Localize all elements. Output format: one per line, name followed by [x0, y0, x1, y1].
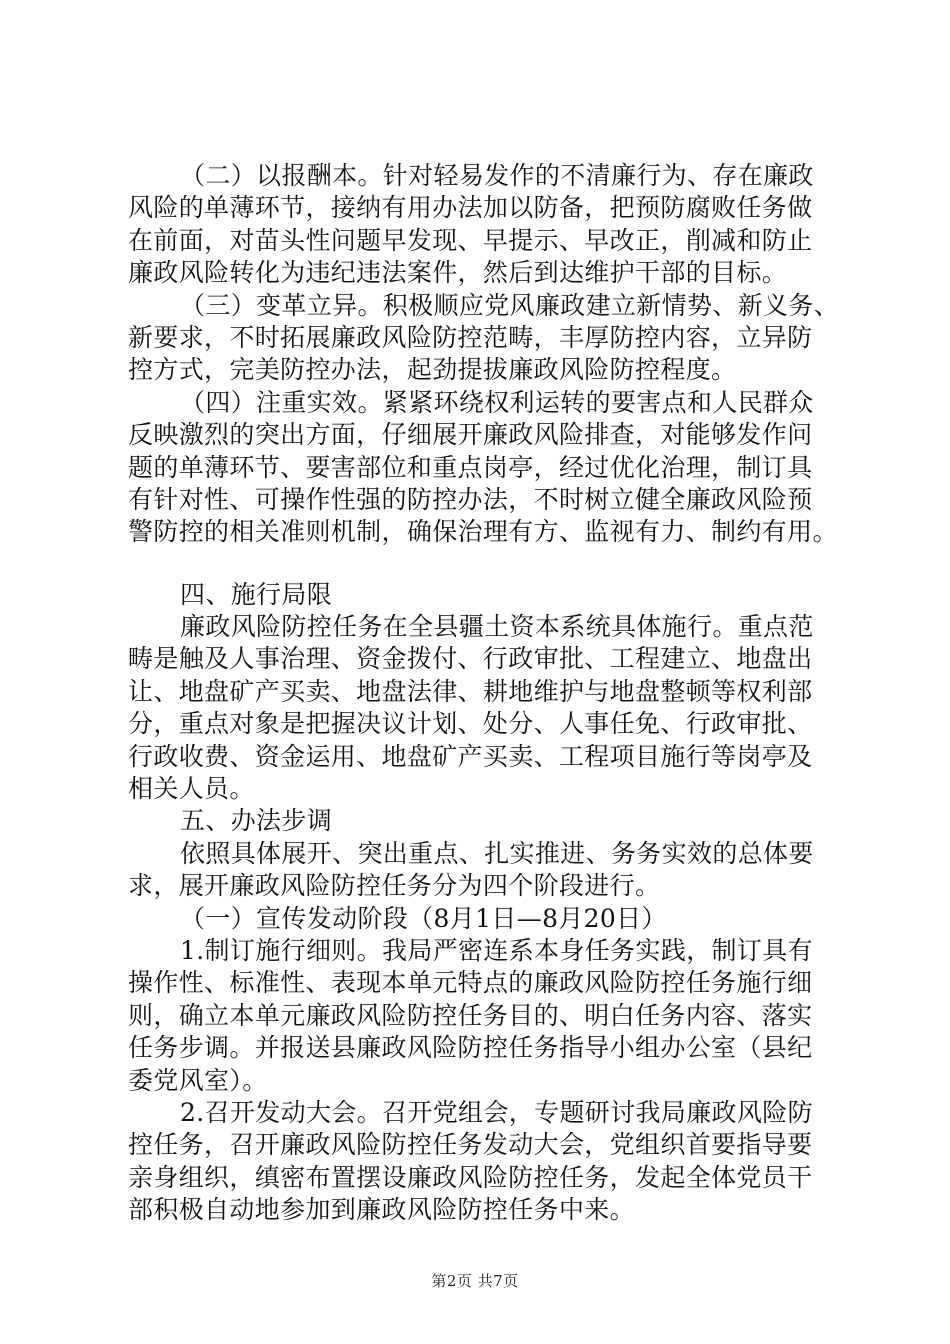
paragraph-principle-3	[128, 290, 850, 387]
text-line: 2.召开发动大会。召开党组会，专题研讨我局廉政风险防	[180, 1097, 813, 1127]
text-line: 控任务，召开廉政风险防控任务发动大会，党组织首要指导要	[128, 1130, 813, 1160]
text-line: 警防控的相关准则机制，确保治理有方、监视有力、制约有用。	[128, 517, 838, 547]
text-line: 题的单薄环节、要害部位和重点岗亭，经过优化治理，制订具	[128, 452, 813, 482]
text-line: （四）注重实效。紧紧环绕权利运转的要害点和人民群众	[180, 387, 814, 417]
section-heading-steps	[128, 805, 850, 837]
text-line: 有针对性、可操作性强的防控办法，不时树立健全廉政风险预	[128, 484, 813, 514]
subsection-heading-stage-1	[128, 903, 850, 935]
text-line: 求，展开廉政风险防控任务分为四个阶段进行。	[128, 871, 661, 901]
paragraph-scope	[128, 611, 850, 805]
text-line: 则，确立本单元廉政风险防控任务目的、明白任务内容、落实	[128, 1000, 813, 1030]
text-line: （二）以报酬本。针对轻易发作的不清廉行为、存在廉政	[180, 161, 814, 190]
paragraph-gap	[128, 549, 850, 579]
paragraph-principle-4	[128, 387, 850, 549]
text-line: 任务步调。并报送县廉政风险防控任务指导小组办公室（县纪	[128, 1033, 813, 1063]
text-line: 委党风室）。	[128, 1065, 268, 1095]
text-line: 风险的单薄环节，接纳有用办法加以防备，把预防腐败任务做	[128, 193, 813, 223]
text-line: 部积极自动地参加到廉政风险防控任务中来。	[128, 1195, 636, 1225]
text-line: 行政收费、资金运用、地盘矿产买卖、工程项目施行等岗亭及	[128, 741, 813, 771]
text-line: 控方式，完美防控办法，起劲提拔廉政风险防控程度。	[128, 355, 737, 385]
section-heading-scope	[128, 579, 850, 611]
text-line: 畴是触及人事治理、资金拨付、行政审批、工程建立、地盘出	[128, 644, 813, 674]
text-line: 新要求，不时拓展廉政风险防控范畴，丰厚防控内容，立异防	[128, 322, 813, 352]
subsection-heading: （一）宣传发动阶段（8月1日—8月20日）	[180, 903, 667, 933]
text-line: 廉政风险转化为违纪违法案件，然后到达维护干部的目标。	[128, 258, 788, 288]
text-line: 分，重点对象是把握决议计划、处分、人事任免、行政审批、	[128, 709, 813, 739]
section-heading: 五、办法步调	[180, 806, 333, 836]
text-line: 依照具体展开、突出重点、扎实推进、务务实效的总体要	[180, 838, 814, 868]
text-line: （三）变革立异。积极顺应党风廉政建立新情势、新义务、	[180, 290, 840, 320]
paragraph-principle-2	[128, 160, 850, 290]
text-line: 亲身组织，缜密布置摆设廉政风险防控任务，发起全体党员干	[128, 1162, 813, 1192]
document-body	[128, 160, 850, 1227]
paragraph-step-1	[128, 935, 850, 1097]
text-line: 廉政风险防控任务在全县疆土资本系统具体施行。重点范	[180, 612, 814, 642]
text-line: 反映激烈的突出方面，仔细展开廉政风险排查，对能够发作问	[128, 420, 813, 450]
text-line: 相关人员。	[128, 774, 255, 804]
text-line: 在前面，对苗头性问题早发现、早提示、早改正，削减和防止	[128, 225, 813, 255]
paragraph-step-2	[128, 1097, 850, 1227]
text-line: 让、地盘矿产买卖、地盘法律、耕地维护与地盘整顿等权利部	[128, 676, 813, 706]
text-line: 操作性、标准性、表现本单元特点的廉政风险防控任务施行细	[128, 968, 813, 998]
paragraph-steps-intro	[128, 838, 850, 903]
page-number-footer: 第2页 共7页	[431, 1272, 519, 1290]
text-line: 1.制订施行细则。我局严密连系本身任务实践，制订具有	[180, 935, 813, 965]
section-heading: 四、施行局限	[180, 579, 333, 609]
